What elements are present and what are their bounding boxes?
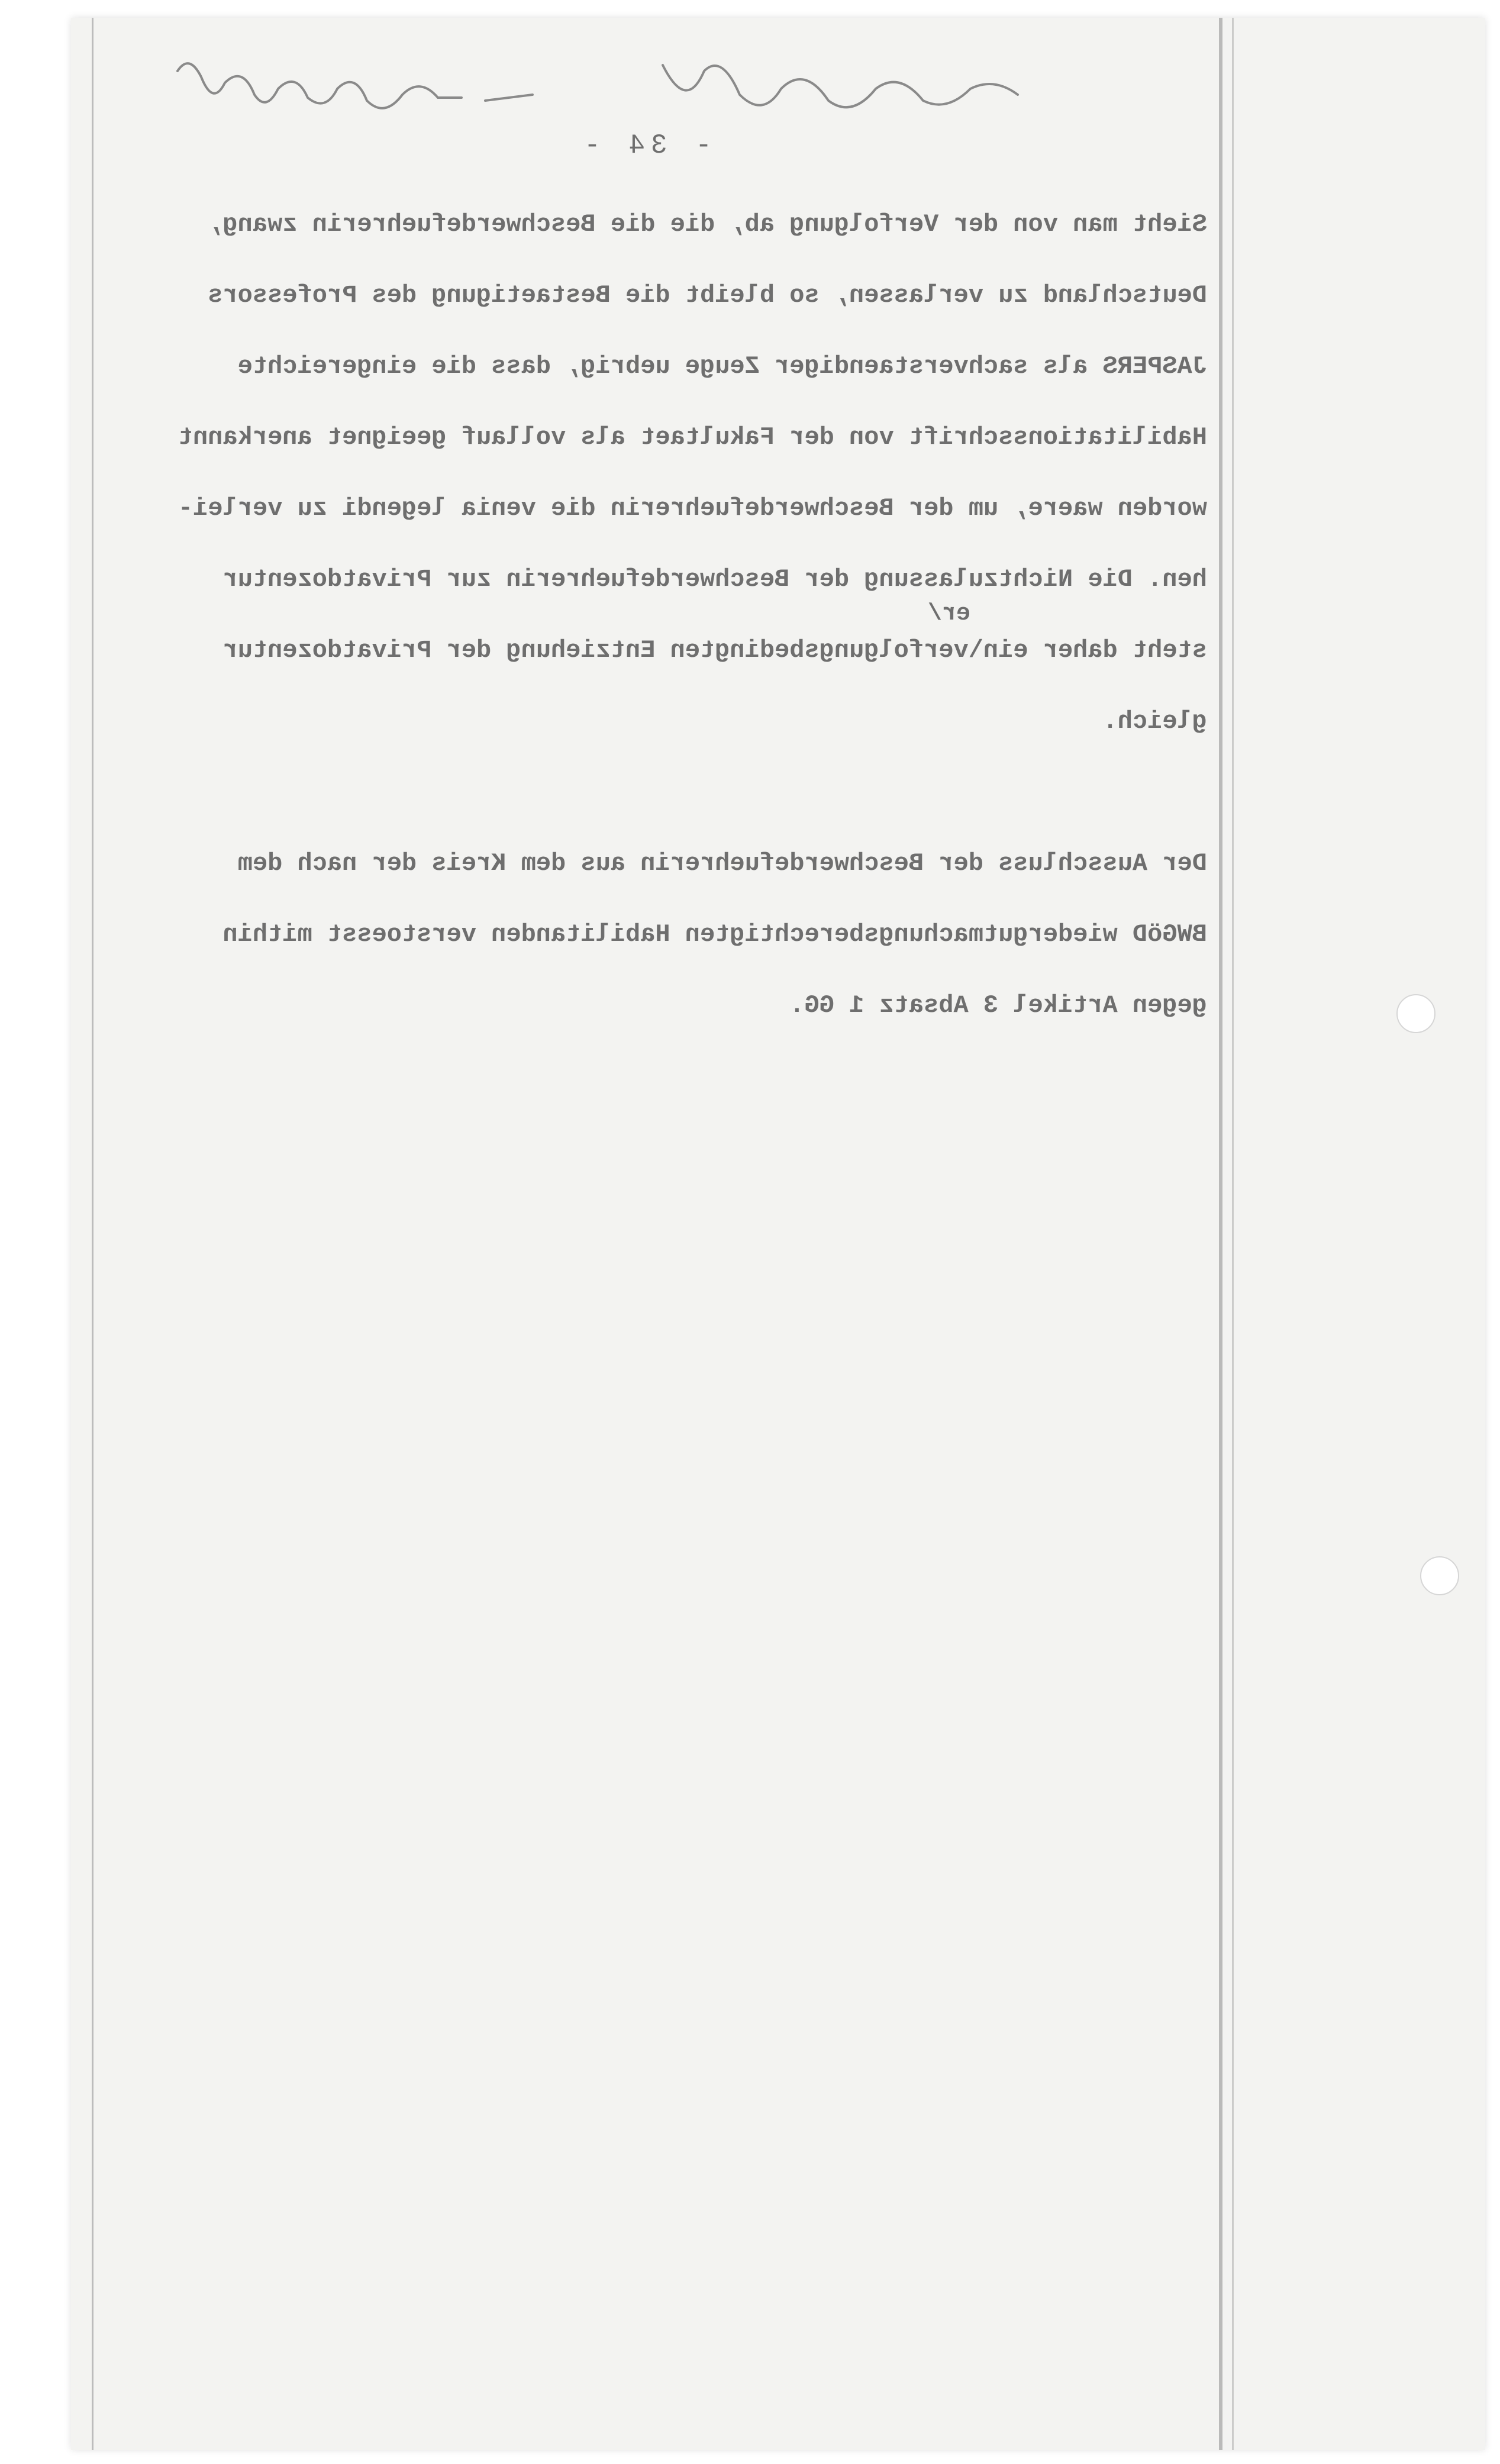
margin-rule-secondary — [1232, 18, 1234, 2450]
punch-hole-bottom — [1420, 1556, 1459, 1595]
text-line: gegen Artikel 3 Absatz 1 GG. — [789, 991, 1207, 1020]
handwritten-insertion: er/ — [927, 601, 970, 627]
page-left-edge — [92, 18, 93, 2450]
handwritten-stroke — [178, 63, 1018, 108]
text-line: JASPERS als sachverstaendiger Zeuge uebrig, dass die eingereichte — [237, 352, 1207, 380]
text-line: hen. Die Nichtzulassung der Beschwerdefuehrerin zur Privatdozentur — [222, 565, 1207, 594]
text-line: Sieht man von der Verfolgung ab, die die Beschwerdefuehrerin zwang, — [208, 210, 1207, 238]
punch-hole-top — [1396, 994, 1436, 1033]
text-line: steht daher ein\verfolgungsbedingten Entziehung der Privatdozentur — [222, 636, 1207, 665]
text-line: Habilitationsschrift von der Fakultaet als vollauf geeignet anerkannt — [178, 423, 1207, 451]
text-line: Deutschland zu verlassen, so bleibt die Bestaetigung des Professors — [208, 281, 1207, 309]
margin-rule — [1219, 18, 1222, 2450]
page-number: - 34 - — [578, 130, 712, 161]
text-line: worden waere, um der Beschwerdefuehrerin die venia legendi zu verlei- — [178, 494, 1207, 523]
text-line: BWGöD wiedergutmachungsberechtigten Habilitanden verstoesst mithin — [222, 920, 1207, 949]
document-page — [71, 18, 1485, 2450]
handwritten-note — [154, 41, 1041, 136]
text-line: Der Ausschluss der Beschwerdefuehrerin aus dem Kreis der nach dem — [237, 849, 1207, 878]
text-line: gleich. — [1102, 707, 1207, 736]
